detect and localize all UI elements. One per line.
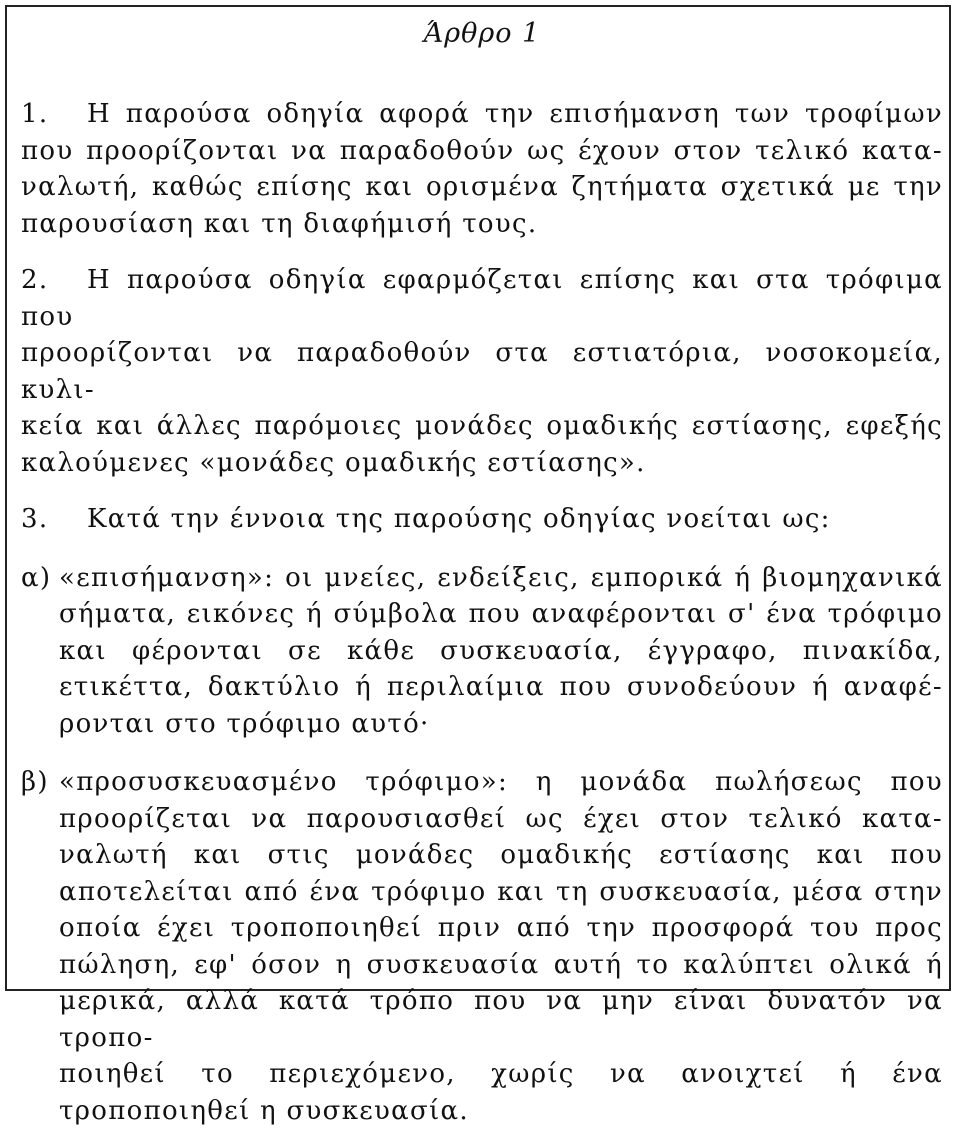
definition-item-b-line: οποία έχει τροποποιηθεί πριν από την προσφορά του προς [21, 910, 943, 947]
paragraph-2-line: προορίζονται να παραδοθούν στα εστιατόρια, νοσοκομεία, κυλι- [21, 335, 943, 408]
paragraph-3 [21, 501, 943, 538]
document-page [21, 14, 943, 1129]
definition-item-a-line: α) «επισήμανση»: οι μνείες, ενδείξεις, εμπορικά ή βιομηχανικά [21, 560, 943, 597]
definition-item-b-line: ναλωτή και στις μονάδες ομαδικής εστίασης και που [21, 837, 943, 874]
definition-item-b-line: αποτελείται από ένα τρόφιμο και τη συσκευασία, μέσα στην [21, 874, 943, 911]
paragraph-3-number: 3. [21, 501, 87, 538]
definition-item-a-label: α) [21, 560, 59, 597]
definition-item-b-line: μερικά, αλλά κατά τρόπο που να μην είναι δυνατόν να τροπο- [21, 983, 943, 1056]
paragraph-1-line: που προορίζονται να παραδοθούν ως έχουν στον τελικό κατα- [21, 133, 943, 170]
paragraph-2-line: κεία και άλλες παρόμοιες μονάδες ομαδικής εστίασης, εφεξής [21, 408, 943, 445]
definition-item-a-line: σήματα, εικόνες ή σύμβολα που αναφέρονται σ' ένα τρόφιμο [21, 596, 943, 633]
paragraph-1-line: ναλωτή, καθώς επίσης και ορισμένα ζητήματα σχετικά με την [21, 169, 943, 206]
paragraph-2-line: 2. Η παρούσα οδηγία εφαρμόζεται επίσης και στα τρόφιμα που [21, 262, 943, 335]
definition-item-b-line: προορίζεται να παρουσιασθεί ως έχει στον τελικό κατα- [21, 801, 943, 838]
article-title: Άρθρο 1 [21, 14, 943, 54]
definition-item-a [21, 560, 943, 743]
definition-item-a-line: ρονται στο τρόφιμο αυτό· [21, 706, 943, 743]
paragraph-2-line: καλούμενες «μονάδες ομαδικής εστίασης». [21, 445, 943, 482]
paragraph-2 [21, 262, 943, 481]
definition-item-b-line: β) «προσυσκευασμένο τρόφιμο»: η μονάδα πωλήσεως που [21, 764, 943, 801]
paragraph-1-number: 1. [21, 96, 87, 133]
definition-item-b-line: ποιηθεί το περιεχόμενο, χωρίς να ανοιχτεί ή ένα [21, 1056, 943, 1093]
paragraph-1-line: παρουσίαση και τη διαφήμισή τους. [21, 206, 943, 243]
definition-item-b-line: τροποποιηθεί η συσκευασία. [21, 1093, 943, 1129]
paragraph-1 [21, 96, 943, 242]
definition-item-b-line: πώληση, εφ' όσον η συσκευασία αυτή το καλύπτει ολικά ή [21, 947, 943, 984]
paragraph-2-number: 2. [21, 262, 87, 299]
paragraph-3-line: 3. Κατά την έννοια της παρούσης οδηγίας νοείται ως: [21, 501, 943, 538]
definition-item-a-line: και φέρονται σε κάθε συσκευασία, έγγραφο, πινακίδα, [21, 633, 943, 670]
definition-item-a-line: ετικέττα, δακτύλιο ή περιλαίμια που συνοδεύουν ή αναφέ- [21, 669, 943, 706]
paragraph-1-line: 1. Η παρούσα οδηγία αφορά την επισήμανση των τροφίμων [21, 96, 943, 133]
definition-item-b-label: β) [21, 764, 59, 801]
definition-item-b [21, 764, 943, 1129]
